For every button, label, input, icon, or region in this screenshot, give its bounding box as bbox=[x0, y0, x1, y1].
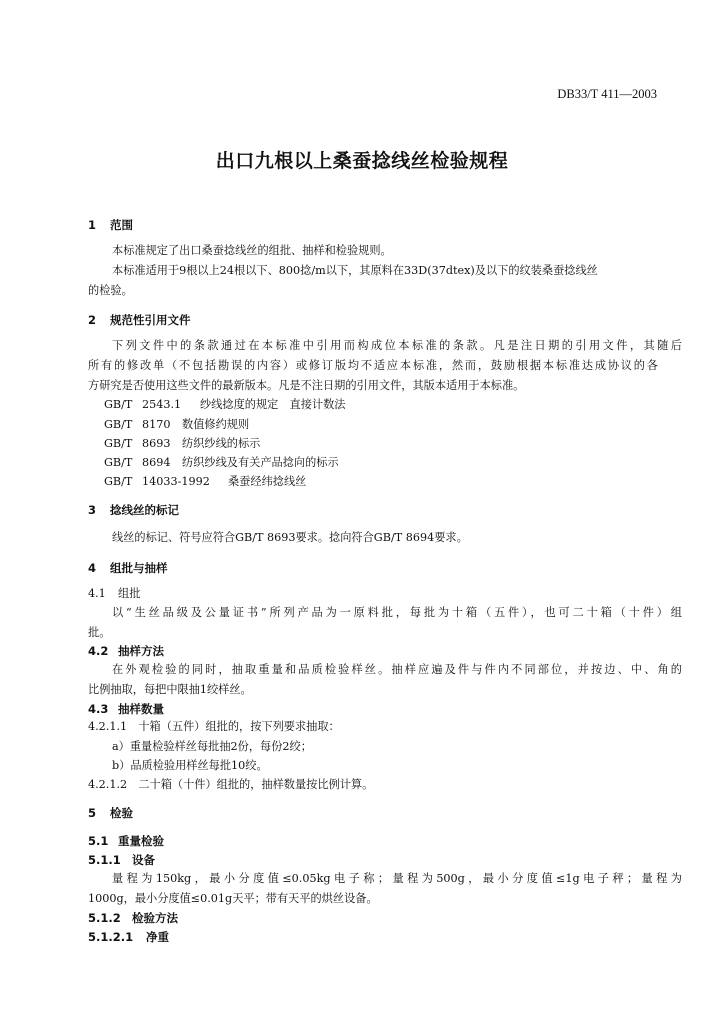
section-1-heading bbox=[88, 218, 658, 232]
subsection-4-2-line-1: 在外观检验的同时，抽取重量和品质检验样丝。抽样应遍及件与件内不同部位，并按边、中、角的 bbox=[112, 663, 682, 676]
subsection-title: 检验方法 bbox=[132, 911, 178, 925]
subsection-5-1-1-line-1: 量程为150kg，最小分度值≤0.05kg电子称；量程为500g，最小分度值≤1g电子秤；量程为 bbox=[112, 872, 682, 885]
section-number: 3 bbox=[88, 503, 97, 517]
reference-item bbox=[88, 418, 674, 432]
subsection-number: 5.1 bbox=[88, 834, 109, 848]
section-1-paragraph-1: 本标准规定了出口桑蚕捻线丝的组批、抽样和检验规则。 bbox=[112, 244, 392, 257]
subsection-4-2-line-2: 比例抽取，每把中限抽1绞样丝。 bbox=[88, 683, 252, 696]
subsection-number: 5.1.1 bbox=[88, 853, 121, 867]
reference-title: 纱线捻度的规定 直接计数法 bbox=[200, 398, 346, 411]
reference-item bbox=[88, 475, 674, 489]
section-title: 检验 bbox=[110, 806, 133, 820]
subsection-5-1-1-heading bbox=[88, 853, 658, 867]
section-2-paragraph-line-1: 下列文件中的条款通过在本标准中引用而构成位本标准的条款。凡是注日期的引用文件，其随后 bbox=[112, 339, 682, 352]
section-title: 组批与抽样 bbox=[110, 561, 168, 575]
clause-4-2-1-1: 4.2.1.1 十箱（五件）组批的，按下列要求抽取： bbox=[88, 720, 340, 733]
reference-title: 数值修约规则 bbox=[182, 418, 250, 431]
clause-4-2-1-2: 4.2.1.2 二十箱（十件）组批的，抽样数量按比例计算。 bbox=[88, 778, 374, 791]
subsection-5-1-2-1-heading bbox=[88, 930, 658, 944]
reference-title: 纺织纱线的标示 bbox=[182, 437, 261, 450]
reference-item bbox=[88, 437, 674, 451]
reference-item bbox=[88, 456, 674, 470]
reference-title: 桑蚕经纬捻线丝 bbox=[228, 475, 307, 488]
section-title: 捻线丝的标记 bbox=[110, 503, 179, 517]
section-number: 4 bbox=[88, 561, 97, 575]
reference-prefix: GB/T bbox=[104, 437, 133, 450]
subsection-number: 4.2 bbox=[88, 644, 109, 658]
subsection-number: 4.3 bbox=[88, 702, 109, 716]
subsection-4-1-line-1: 以“生丝品级及公量证书”所列产品为一原料批，每批为十箱（五件），也可二十箱（十件）组 bbox=[112, 606, 682, 619]
document-title: 出口九根以上桑蚕捻线丝检验规程 bbox=[215, 150, 509, 172]
subsection-5-1-2-heading bbox=[88, 911, 658, 925]
reference-code: 8693 bbox=[142, 437, 171, 450]
subsection-number: 5.1.2 bbox=[88, 911, 121, 925]
reference-code: 14033-1992 bbox=[142, 475, 210, 488]
subsection-4-3-heading bbox=[88, 702, 658, 716]
section-number: 2 bbox=[88, 313, 97, 327]
reference-code: 2543.1 bbox=[142, 398, 182, 411]
subsection-4-2-heading bbox=[88, 644, 658, 658]
reference-title: 纺织纱线及有关产品捻向的标示 bbox=[182, 456, 339, 469]
standard-code: DB33/T 411—2003 bbox=[557, 87, 657, 101]
reference-code: 8694 bbox=[142, 456, 171, 469]
reference-item bbox=[88, 398, 674, 412]
section-title: 范围 bbox=[110, 218, 133, 232]
list-item-b: b）品质检验用样丝每批10绞。 bbox=[112, 759, 268, 772]
subsection-4-1-line-2: 批。 bbox=[88, 626, 111, 639]
subsection-title: 组批 bbox=[118, 587, 141, 600]
subsection-number: 5.1.2.1 bbox=[88, 930, 134, 944]
list-item-a: a）重量检验样丝每批抽2份，每份2绞； bbox=[112, 740, 312, 753]
subsection-4-1-heading bbox=[88, 587, 658, 601]
section-number: 5 bbox=[88, 806, 97, 820]
reference-prefix: GB/T bbox=[104, 398, 133, 411]
section-title: 规范性引用文件 bbox=[110, 313, 191, 327]
subsection-5-1-1-line-2: 1000g，最小分度值≤0.01g天平；带有天平的烘丝设备。 bbox=[88, 892, 378, 905]
section-2-paragraph-line-2: 所有的修改单（不包括勘误的内容）或修订版均不适应本标准，然而，鼓励根据本标准达成协议的各 bbox=[88, 359, 658, 372]
section-1-paragraph-2-line-2: 的检验。 bbox=[88, 284, 133, 297]
section-number: 1 bbox=[88, 218, 97, 232]
subsection-title: 抽样数量 bbox=[118, 702, 164, 716]
subsection-title: 净重 bbox=[146, 930, 169, 944]
section-3-paragraph: 线丝的标记、符号应符合GB/T 8693要求。捻向符合GB/T 8694要求。 bbox=[112, 531, 468, 544]
section-4-heading bbox=[88, 561, 658, 575]
section-2-paragraph-line-3: 方研究是否使用这些文件的最新版本。凡是不注日期的引用文件，其版本适用于本标准。 bbox=[88, 379, 525, 392]
subsection-title: 设备 bbox=[132, 853, 155, 867]
subsection-5-1-heading bbox=[88, 834, 658, 848]
subsection-number: 4.1 bbox=[88, 587, 106, 600]
section-2-heading bbox=[88, 313, 658, 327]
reference-prefix: GB/T bbox=[104, 475, 133, 488]
reference-code: 8170 bbox=[142, 418, 171, 431]
section-5-heading bbox=[88, 806, 658, 820]
section-3-heading bbox=[88, 503, 658, 517]
reference-prefix: GB/T bbox=[104, 456, 133, 469]
subsection-title: 抽样方法 bbox=[118, 644, 164, 658]
subsection-title: 重量检验 bbox=[118, 834, 164, 848]
reference-prefix: GB/T bbox=[104, 418, 133, 431]
section-1-paragraph-2-line-1: 本标准适用于9根以上24根以下、800捻/m以下，其原料在33D(37dtex)及以下的纹装桑蚕捻线丝 bbox=[112, 264, 598, 277]
